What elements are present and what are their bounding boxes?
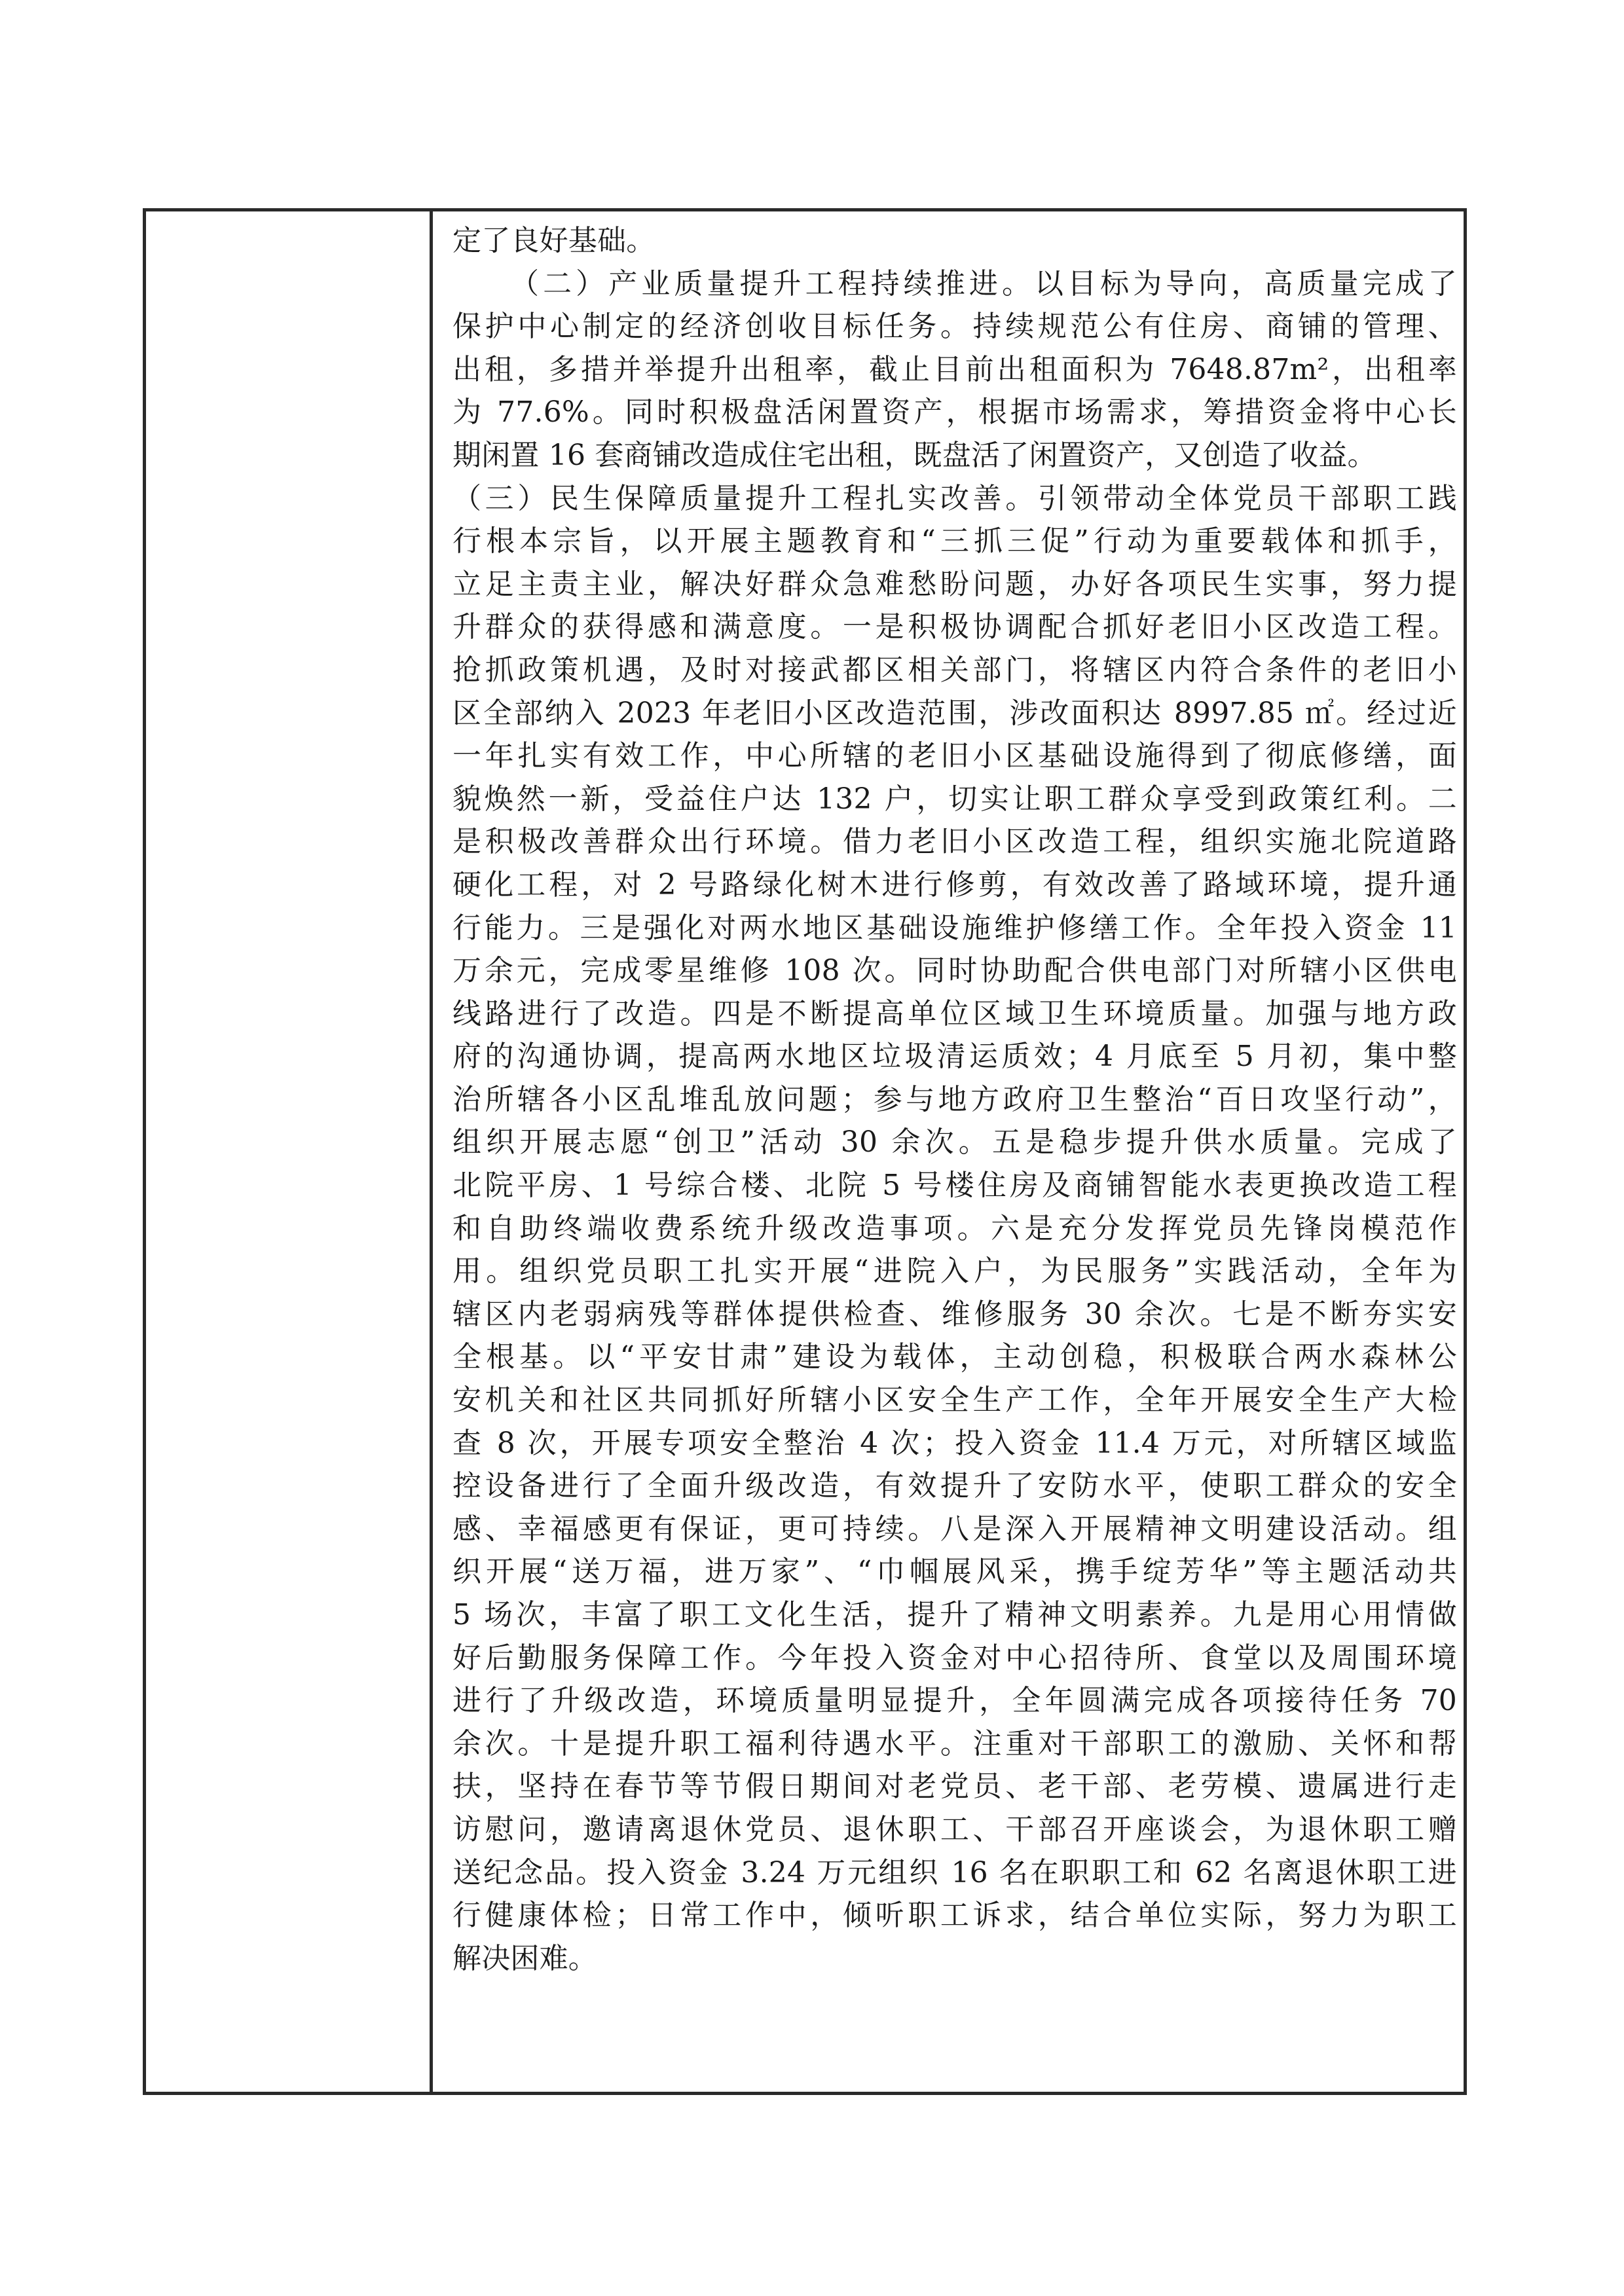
text-line: 安机关和社区共同抓好所辖小区安全生产工作，全年开展安全生产大检 [452,1383,1457,1417]
text-line: 定了良好基础。 [452,224,655,257]
text-line: 访慰问，邀请离退休党员、退休职工、干部召开座谈会，为退休职工赠 [452,1812,1457,1846]
text-line: 貌焕然一新，受益住户达 132 户，切实让职工群众享受到政策红利。二 [452,782,1457,816]
text-line: 送纪念品。投入资金 3.24 万元组织 16 名在职职工和 62 名离退休职工进 [452,1855,1457,1889]
text-line: 辖区内老弱病残等群体提供检查、维修服务 30 余次。七是不断夯实安 [452,1297,1457,1331]
text-line: 为 77.6%。同时积极盘活闲置资产，根据市场需求，筹措资金将中心长 [452,395,1457,429]
text-line: 控设备进行了全面升级改造，有效提升了安防水平，使职工群众的安全 [452,1469,1457,1503]
text-line: 行健康体检；日常工作中，倾听职工诉求，结合单位实际，努力为职工 [452,1899,1457,1933]
text-line: 好后勤服务保障工作。今年投入资金对中心招待所、食堂以及周围环境 [452,1641,1457,1675]
text-line: 保护中心制定的经济创收目标任务。持续规范公有住房、商铺的管理、 [452,310,1457,344]
text-line: 进行了升级改造，环境质量明显提升，全年圆满完成各项接待任务 70 [452,1684,1457,1718]
text-line: 余次。十是提升职工福利待遇水平。注重对干部职工的激励、关怀和帮 [452,1726,1457,1760]
text-line: 一年扎实有效工作，中心所辖的老旧小区基础设施得到了彻底修缮，面 [452,739,1457,773]
text-line: 立足主责主业，解决好群众急难愁盼问题，办好各项民生实事，努力提 [452,567,1457,601]
text-line: 升群众的获得感和满意度。一是积极协调配合抓好老旧小区改造工程。 [452,610,1457,644]
text-line: 和自助终端收费系统升级改造事项。六是充分发挥党员先锋岗模范作 [452,1211,1457,1245]
text-line: 解决困难。 [452,1941,597,1975]
text-line: 万余元，完成零星维修 108 次。同时协助配合供电部门对所辖小区供电 [452,954,1457,988]
table-content-cell [446,211,1460,2092]
text-line: 线路进行了改造。四是不断提高单位区域卫生环境质量。加强与地方政 [452,996,1457,1030]
report-body-text [452,219,1457,1980]
text-line: 5 场次，丰富了职工文化生活，提升了精神文明素养。九是用心用情做 [452,1598,1457,1631]
text-line: 组织开展志愿“创卫”活动 30 余次。五是稳步提升供水质量。完成了 [452,1125,1457,1159]
text-line: 抢抓政策机遇，及时对接武都区相关部门，将辖区内符合条件的老旧小 [452,653,1457,687]
text-line: 感、幸福感更有保证，更可持续。八是深入开展精神文明建设活动。组 [452,1512,1457,1546]
text-line: 期闲置 16 套商铺改造成住宅出租，既盘活了闲置资产，又创造了收益。 [452,438,1376,472]
text-line: 是积极改善群众出行环境。借力老旧小区改造工程，组织实施北院道路 [452,825,1457,859]
text-line: 全根基。以“平安甘肃”建设为载体，主动创稳，积极联合两水森林公 [452,1340,1457,1374]
text-line: 行根本宗旨，以开展主题教育和“三抓三促”行动为重要载体和抓手， [452,524,1457,558]
table-left-column [146,211,433,2092]
text-line: 区全部纳入 2023 年老旧小区改造范围，涉改面积达 8997.85 ㎡。经过近 [452,696,1457,730]
text-line: 府的沟通协调，提高两水地区垃圾清运质效；4 月底至 5 月初，集中整 [452,1040,1457,1074]
document-table [143,208,1467,2095]
text-line: 扶，坚持在春节等节假日期间对老党员、老干部、老劳模、遗属进行走 [452,1770,1457,1804]
text-line: （二）产业质量提升工程持续推进。以目标为导向，高质量完成了 [510,266,1457,301]
text-line: 行能力。三是强化对两水地区基础设施维护修缮工作。全年投入资金 11 [452,911,1457,945]
text-line: 查 8 次，开展专项安全整治 4 次；投入资金 11.4 万元，对所辖区域监 [452,1426,1457,1460]
text-line: 出租，多措并举提升出租率，截止目前出租面积为 7648.87m²，出租率 [452,352,1457,386]
text-line: 织开展“送万福，进万家”、“巾帼展风采，携手绽芳华”等主题活动共 [452,1555,1457,1589]
text-line: 硬化工程，对 2 号路绿化树木进行修剪，有效改善了路域环境，提升通 [452,867,1457,902]
text-line: 用。组织党员职工扎实开展“进院入户，为民服务”实践活动，全年为 [452,1254,1457,1288]
text-line: （三）民生保障质量提升工程扎实改善。引领带动全体党员干部职工践 [452,481,1457,515]
text-line: 北院平房、1 号综合楼、北院 5 号楼住房及商铺智能水表更换改造工程 [452,1169,1457,1203]
text-line: 治所辖各小区乱堆乱放问题；参与地方政府卫生整治“百日攻坚行动”， [452,1082,1457,1116]
